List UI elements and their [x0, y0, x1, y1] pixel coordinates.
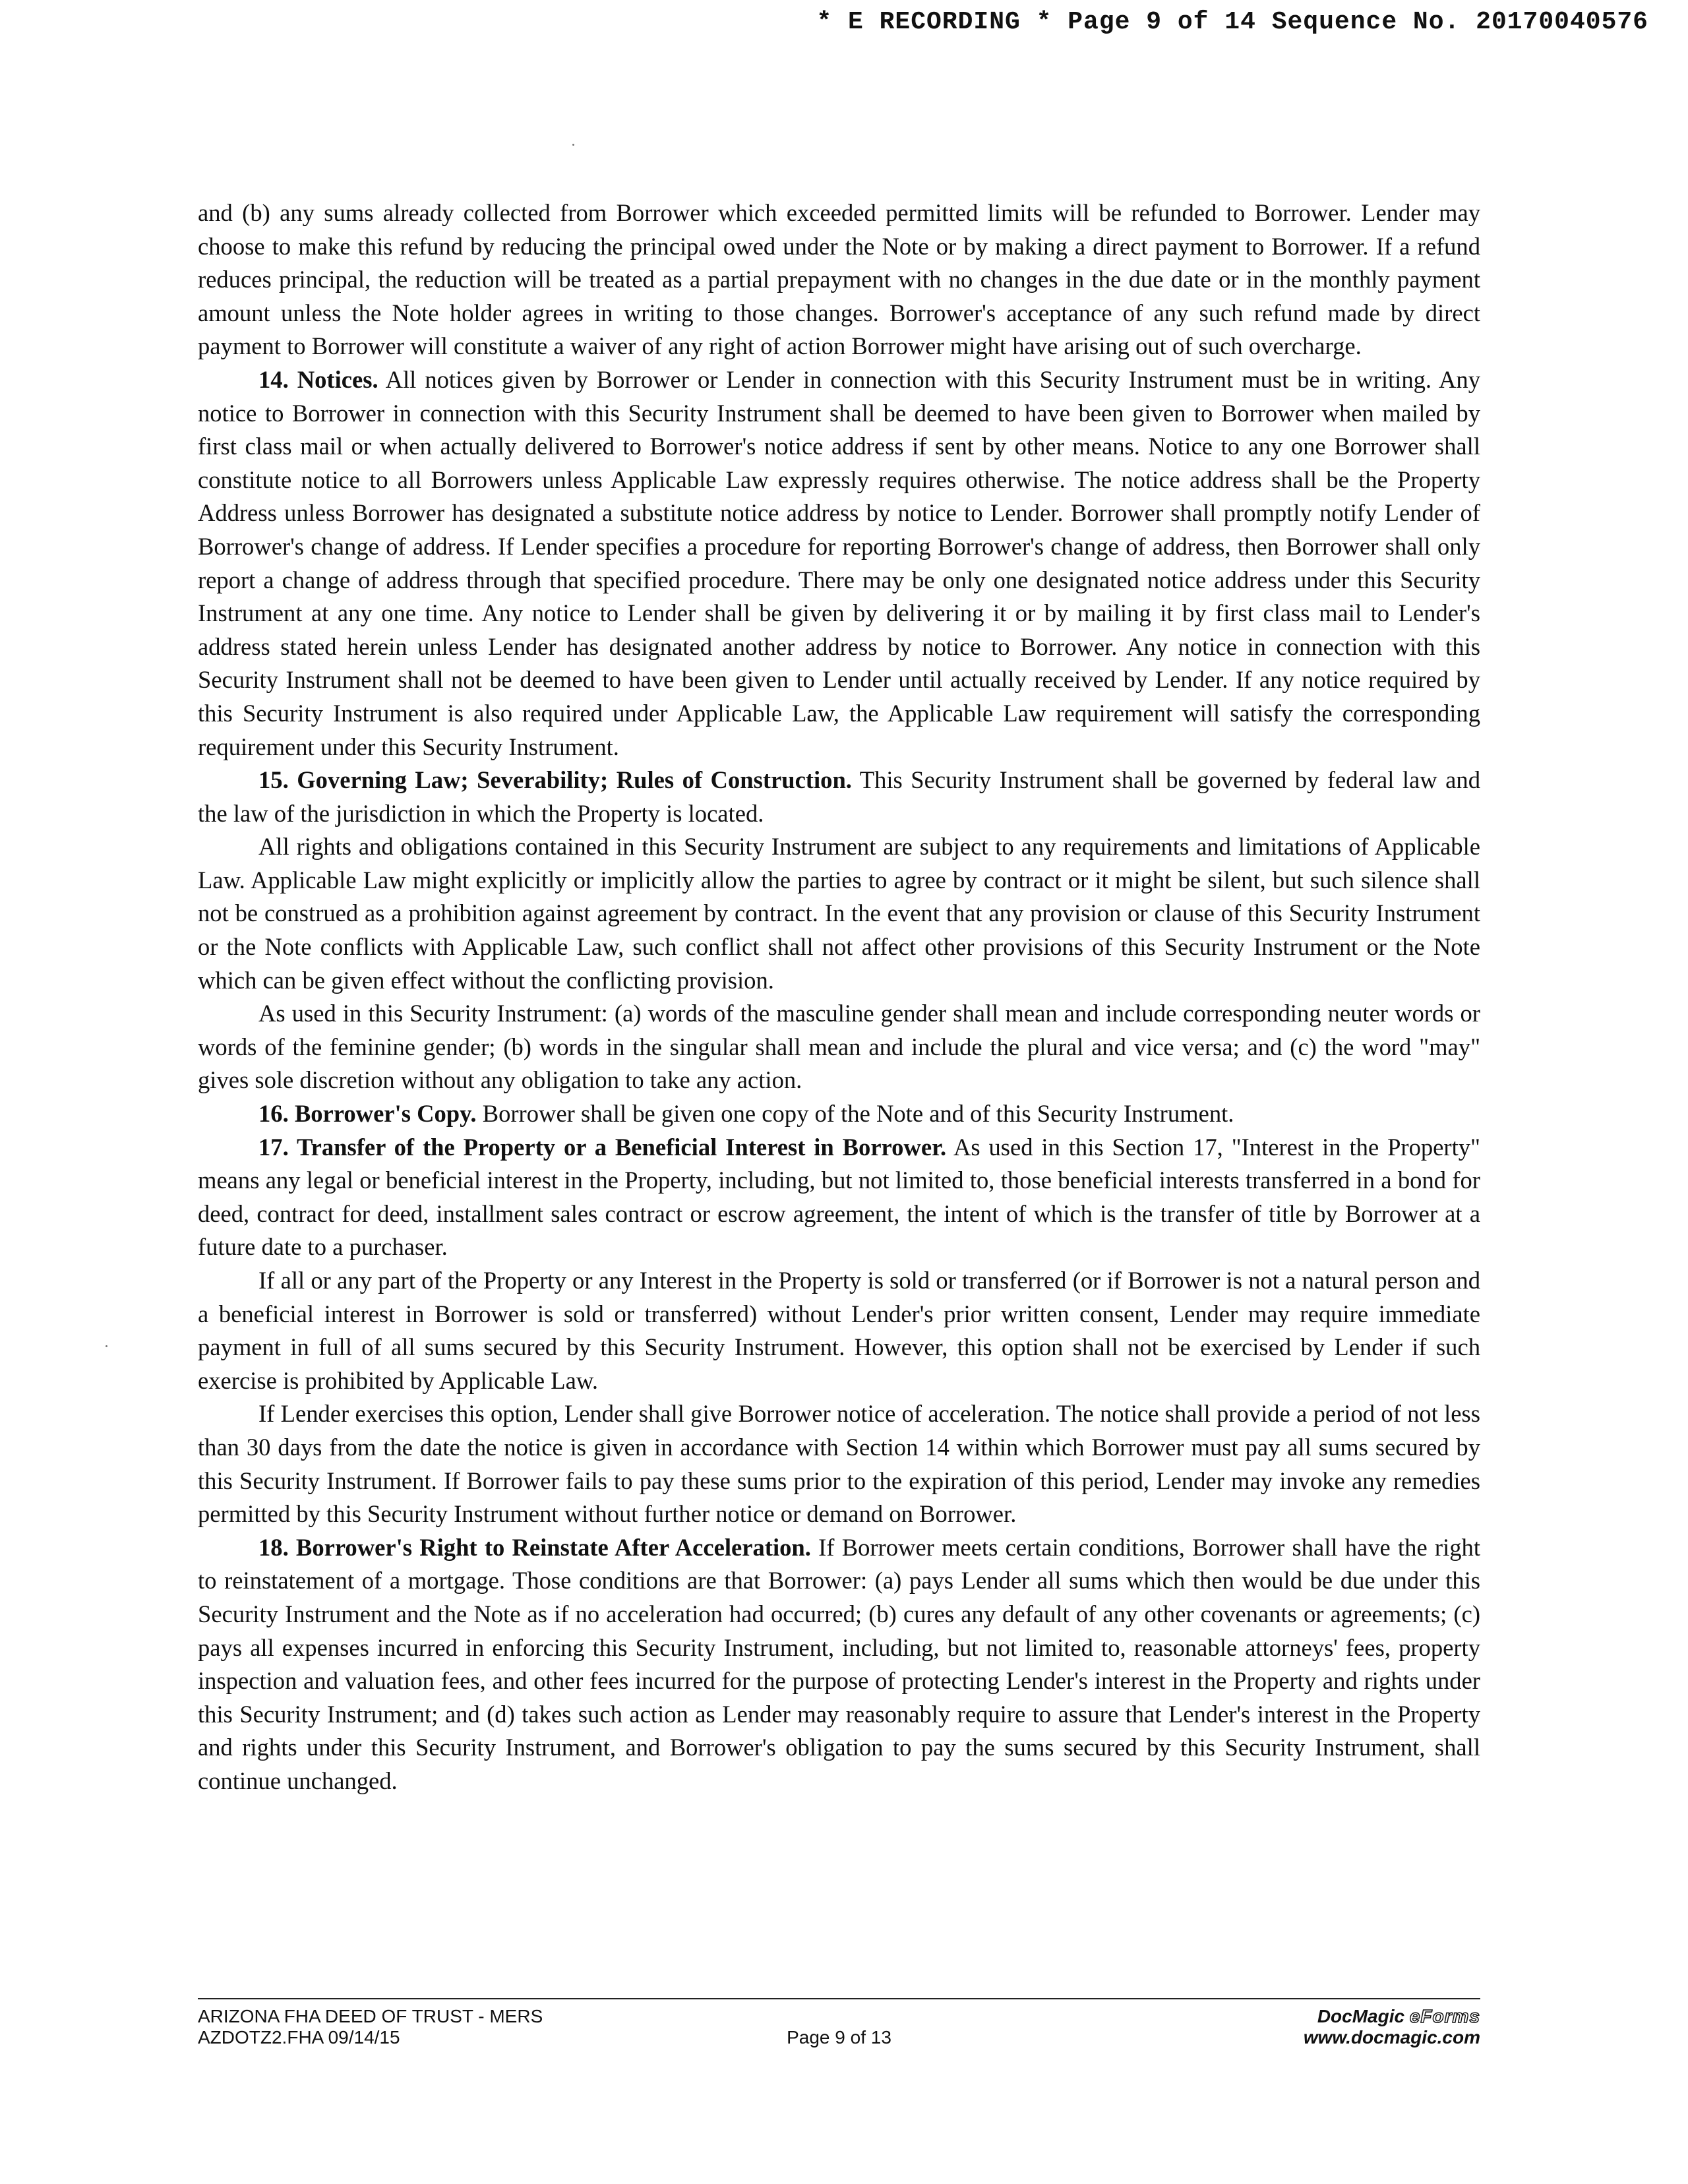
paragraph-text: and (b) any sums already collected from Borrower which exceeded permitted limits will be refunded to Borrower. Lender may choose to make this refund by reducing the principal owed under the Note or by making a direct payment to Borrower. If a refund reduces principal, the reduction will be treated as a partial prepayment with no changes in the due date or in the monthly payment amount unless the Note holder agrees in writing to those changes. Borrower's acceptance of any such refund made by direct payment to Borrower will constitute a waiver of any right of action Borrower might have arising out of such overcharge. [198, 199, 1480, 360]
section-17-transfer [198, 1131, 1480, 1264]
section-heading: 18. Borrower's Right to Reinstate After Acceleration. [258, 1533, 811, 1561]
recording-stamp: * E RECORDING * Page 9 of 14 Sequence No. 20170040576 [816, 8, 1648, 36]
section-17-sale-paragraph [198, 1264, 1480, 1397]
section-15-usage-paragraph [198, 997, 1480, 1097]
brand-url: www.docmagic.com [1303, 2027, 1480, 2048]
section-heading: 15. Governing Law; Severability; Rules of Construction. [258, 766, 852, 794]
brand-eforms: eForms [1409, 2006, 1480, 2026]
footer-page-number: Page 9 of 13 [787, 2027, 891, 2048]
section-15-governing-law [198, 764, 1480, 830]
footer-brand [1304, 2006, 1480, 2048]
paragraph-text: As used in this Security Instrument: (a) words of the masculine gender shall mean and include corresponding neuter words or words of the feminine gender; (b) words in the singular shall mean and include the plural and vice versa; and (c) the word "may" gives sole discretion without any obligation to take any action. [198, 1000, 1480, 1094]
brand-name: DocMagic [1317, 2006, 1405, 2026]
paragraph-text: If all or any part of the Property or any Interest in the Property is sold or transferred (or if Borrower is not a natural person and a beneficial interest in Borrower is sold or transferred) without Lender's prior written consent, Lender may require immediate payment in full of all sums secured by this Security Instrument. However, this option shall not be exercised by Lender if such exercise is prohibited by Applicable Law. [198, 1267, 1480, 1394]
paragraph-13-continued [198, 197, 1480, 363]
section-16-borrowers-copy [198, 1097, 1480, 1131]
section-heading: 16. Borrower's Copy. [258, 1100, 477, 1128]
paragraph-text: As used in this Section 17, "Interest in the Property" means any legal or beneficial interest in the Property, including, but not limited to, those beneficial interests transferred in a bond for deed, contract for deed, installment sales contract or escrow agreement, the intent of which is the transfer of title by Borrower at a future date to a purchaser. [198, 1133, 1480, 1261]
paragraph-text: If Lender exercises this option, Lender shall give Borrower notice of acceleration. The notice shall provide a period of not less than 30 days from the date the notice is given in accordance with Section 14 within which Borrower must pay all sums secured by this Security Instrument. If Borrower fails to pay these sums prior to the expiration of this period, Lender may invoke any remedies permitted by this Security Instrument without further notice or demand on Borrower. [198, 1400, 1480, 1528]
section-18-reinstate [198, 1531, 1480, 1798]
section-heading: 17. Transfer of the Property or a Beneficial Interest in Borrower. [258, 1133, 947, 1161]
section-15-rights-paragraph [198, 830, 1480, 997]
document-body [198, 197, 1480, 1798]
paragraph-text: All rights and obligations contained in this Security Instrument are subject to any requirements and limitations of Applicable Law. Applicable Law might explicitly or implicitly allow the parties to agree by contract or it might be silent, but such silence shall not be construed as a prohibition against agreement by contract. In the event that any provision or clause of this Security Instrument or the Note conflicts with Applicable Law, such conflict shall not affect other provisions of this Security Instrument or the Note which can be given effect without the conflicting provision. [198, 833, 1480, 994]
section-14-notices [198, 363, 1480, 764]
brand-logo [1304, 2006, 1480, 2027]
form-title: ARIZONA FHA DEED OF TRUST - MERS [198, 2006, 543, 2026]
form-code: AZDOTZ2.FHA 09/14/15 [198, 2027, 400, 2048]
scan-speck [572, 144, 574, 146]
paragraph-text: Borrower shall be given one copy of the Note and of this Security Instrument. [476, 1100, 1234, 1128]
section-heading: 14. Notices. [258, 365, 378, 393]
paragraph-text: If Borrower meets certain conditions, Borrower shall have the right to reinstatement of a mortgage. Those conditions are that Borrower: (a) pays Lender all sums which then would be due under this Security Instrument and the Note as if no acceleration had occurred; (b) cures any default of any other covenants or agreements; (c) pays all expenses incurred in enforcing this Security Instrument, including, but not limited to, reasonable attorneys' fees, property inspection and valuation fees, and other fees incurred for the purpose of protecting Lender's interest in the Property and rights under this Security Instrument; and (d) takes such action as Lender may reasonably require to assure that Lender's interest in the Property and rights under this Security Instrument, and Borrower's obligation to pay the sums secured by this Security Instrument, shall continue unchanged. [198, 1533, 1480, 1794]
paragraph-text: This Security Instrument shall be governed by federal law and the law of the jurisdiction in which the Property is located. [198, 766, 1480, 827]
section-17-acceleration-paragraph [198, 1397, 1480, 1531]
paragraph-text: All notices given by Borrower or Lender in connection with this Security Instrument must be in writing. Any notice to Borrower in connection with this Security Instrument shall be deemed to have been given to Borrower when mailed by first class mail or when actually delivered to Borrower's notice address if sent by other means. Notice to any one Borrower shall constitute notice to all Borrowers unless Applicable Law expressly requires otherwise. The notice address shall be the Property Address unless Borrower has designated a substitute notice address by notice to Lender. Borrower shall promptly notify Lender of Borrower's change of address. If Lender specifies a procedure for reporting Borrower's change of address, then Borrower shall only report a change of address through that specified procedure. There may be only one designated notice address under this Security Instrument at any one time. Any notice to Lender shall be given by delivering it or by mailing it by first class mail to Lender's address stated herein unless Lender has designated another address by notice to Borrower. Any notice in connection with this Security Instrument shall not be deemed to have been given to Lender until actually received by Lender. If any notice required by this Security Instrument is also required under Applicable Law, the Applicable Law requirement will satisfy the corresponding requirement under this Security Instrument. [198, 365, 1481, 760]
scan-speck [106, 1345, 107, 1347]
page-footer [198, 1998, 1480, 2046]
